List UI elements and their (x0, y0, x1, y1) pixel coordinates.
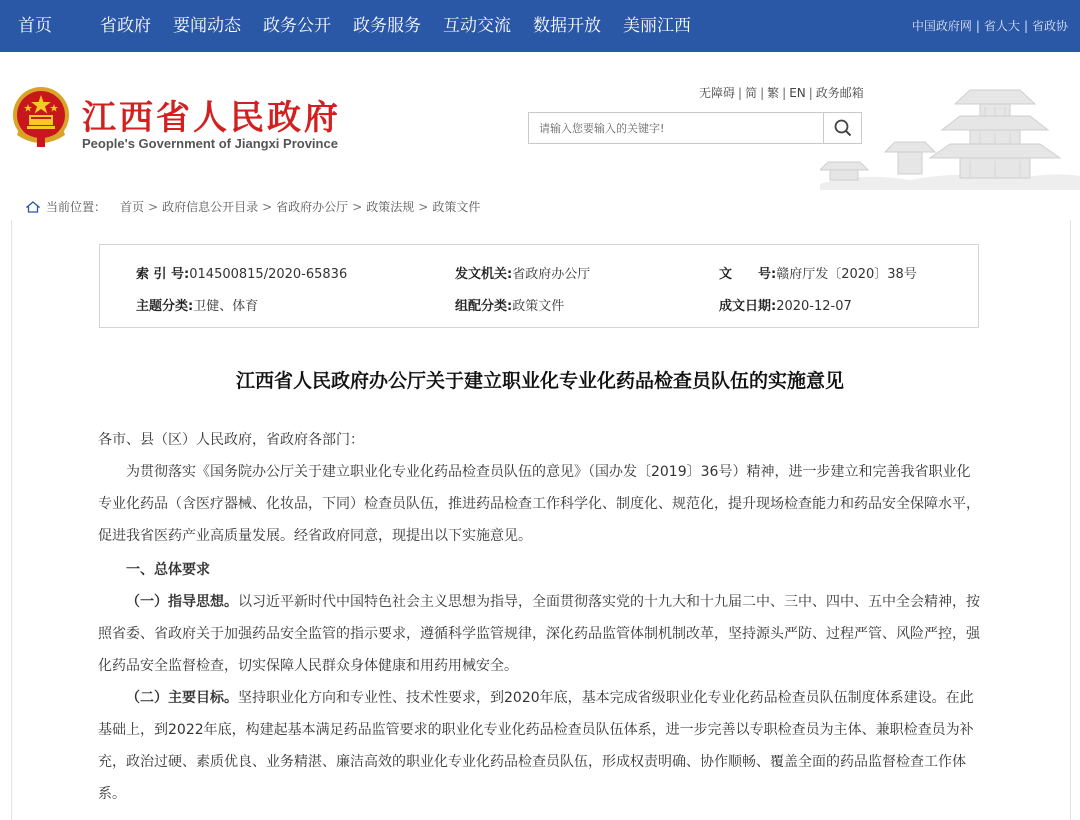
gov-mailbox-link[interactable]: 政务邮箱 (815, 86, 864, 100)
nav-item-government-services[interactable]: 政务服务 (353, 16, 421, 36)
document-title: 江西省人民政府办公厅关于建立职业化专业化药品检查员队伍的实施意见 (235, 370, 844, 392)
site-title: 江西省人民政府 (82, 98, 341, 138)
meta-label: 主题分类: (136, 299, 194, 314)
link-china-gov[interactable]: 中国政府网 (911, 19, 972, 33)
meta-value: 2020-12-07 (776, 299, 852, 314)
meta-value: 卫健、体育 (193, 299, 259, 314)
breadcrumb-prefix: 当前位置： (46, 200, 107, 214)
breadcrumb (26, 198, 480, 215)
intro-paragraph: 为贯彻落实《国务院办公厅关于建立职业化专业化药品检查员队伍的意见》（国办发〔2019〕36号）精神，进一步建立和完善我省职业化专业化药品（含医疗器械、化妆品，下同）检查员队伍，推进药品检查工作科学化、制度化、规范化，提升现场检查能力和药品安全保障水平，促进我省医药产业高质量发展。经省政府同意，现提出以下实施意见。 (98, 464, 980, 544)
traditional-chinese-link[interactable]: 繁 (767, 86, 780, 100)
meta-label: 成文日期: (719, 299, 777, 314)
meta-index-number (136, 263, 347, 282)
link-provincial-congress[interactable]: 省人大 (983, 19, 1020, 33)
breadcrumb-item-policy-documents[interactable]: 政策文件 (432, 200, 481, 214)
paragraph-text: 坚持职业化方向和专业性、技术性要求，到2020年底，基本完成省级职业化专业化药品检查员队伍制度体系建设。在此基础上，到2022年底，构建起基本满足药品监管要求的职业化专业化药品检查员队伍体系，进一步完善以专职检查员为主体、兼职检查员为补充，政治过硬、素质优良、业务精湛、廉洁高效的职业化专业化药品检查员队伍，形成权责明确、协作顺畅、覆盖全面的药品监督检查工作体系。 (98, 690, 974, 802)
chevron-right-icon: > (418, 199, 429, 214)
breadcrumb-item-home[interactable]: 首页 (120, 200, 145, 214)
paragraph-text: 以习近平新时代中国特色社会主义思想为指导，全面贯彻落实党的十九大和十九届二中、三中、四中、五中全会精神，按照省委、省政府关于加强药品安全监管的指示要求，遵循科学监管规律，深化药品监管体制机制改革，坚持源头严防、过程严管、风险严控，强化药品安全监督检查，切实保障人民群众身体健康和用药用械安全。 (98, 594, 980, 674)
top-navigation-bar (0, 0, 1080, 52)
separator: | (782, 86, 787, 100)
meta-genre-category (455, 295, 564, 314)
site-header (0, 52, 1080, 190)
separator: | (1023, 19, 1028, 33)
meta-value: 014500815/2020-65836 (189, 267, 348, 282)
nav-item-beautiful-jiangxi[interactable]: 美丽江西 (623, 16, 691, 36)
document-metadata-box (99, 244, 979, 328)
meta-label: 文 号: (719, 267, 777, 282)
meta-issuing-authority (455, 263, 590, 282)
external-links (912, 0, 1068, 52)
site-subtitle: People's Government of Jiangxi Province (82, 136, 338, 151)
pavilion-skyline-illustration (820, 72, 1080, 190)
nav-item-news[interactable]: 要闻动态 (173, 16, 241, 36)
link-provincial-cppcc[interactable]: 省政协 (1031, 19, 1068, 33)
separator: | (738, 86, 743, 100)
nav-item-government-affairs-disclosure[interactable]: 政务公开 (263, 16, 331, 36)
meta-label: 组配分类: (455, 299, 513, 314)
chevron-right-icon: > (262, 199, 273, 214)
meta-value: 省政府办公厅 (512, 267, 591, 282)
meta-written-date (719, 295, 852, 314)
meta-topic-category (136, 295, 258, 314)
national-emblem-icon (11, 85, 71, 149)
paragraph-label: （一）指导思想。 (126, 594, 238, 610)
search-box (528, 112, 862, 144)
paragraph-main-goals (98, 682, 980, 810)
meta-label: 索 引 号: (136, 267, 190, 282)
main-menu (18, 0, 713, 52)
nav-item-home[interactable]: 首页 (18, 16, 52, 36)
nav-item-open-data[interactable]: 数据开放 (533, 16, 601, 36)
paragraph-guiding-ideology (98, 586, 980, 682)
meta-document-number (719, 263, 917, 282)
salutation: 各市、县（区）人民政府，省政府各部门： (98, 432, 364, 448)
breadcrumb-item-policies[interactable]: 政策法规 (366, 200, 415, 214)
meta-value: 赣府厅发〔2020〕38号 (776, 267, 917, 282)
separator: | (808, 86, 813, 100)
home-icon (26, 201, 40, 213)
separator: | (760, 86, 765, 100)
nav-item-province-government[interactable]: 省政府 (100, 16, 151, 36)
breadcrumb-item-info-catalog[interactable]: 政府信息公开目录 (162, 200, 259, 214)
chevron-right-icon: > (352, 199, 363, 214)
chevron-right-icon: > (148, 199, 159, 214)
search-input[interactable] (529, 113, 825, 143)
section-heading: 一、总体要求 (126, 562, 210, 578)
paragraph-label: （二）主要目标。 (126, 690, 238, 706)
meta-value: 政策文件 (512, 299, 565, 314)
breadcrumb-item-general-office[interactable]: 省政府办公厅 (276, 200, 349, 214)
nav-item-interaction[interactable]: 互动交流 (443, 16, 511, 36)
separator: | (975, 19, 980, 33)
simplified-chinese-link[interactable]: 简 (745, 86, 758, 100)
accessibility-link[interactable]: 无障碍 (699, 86, 736, 100)
document-body (98, 424, 980, 810)
english-link[interactable]: EN (789, 86, 806, 100)
meta-label: 发文机关: (455, 267, 513, 282)
